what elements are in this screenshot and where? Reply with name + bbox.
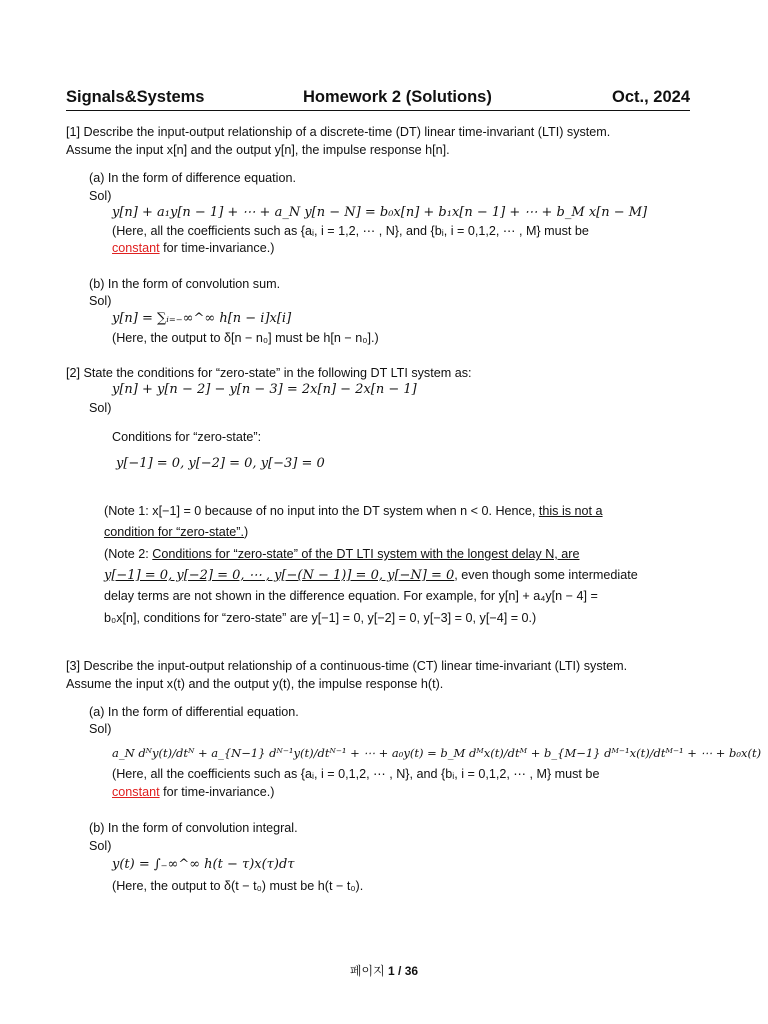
q3a-equation: a_N dᴺy(t)/dtᴺ + a_{N−1} dᴺ⁻¹y(t)/dtᴺ⁻¹ + ⋯ + a₀y(t) = b_M dᴹx(t)/dtᴹ + b_{M−1} dᴹ⁻¹x(t)/dtᴹ⁻¹ + ⋯ + b₀x(t) xyxy=(112,746,762,760)
q3-prompt-line1: [3] Describe the input-output relationship of a continuous-time (CT) linear time-invariant (LTI) system. xyxy=(66,659,628,673)
page-footer xyxy=(0,962,768,979)
q2-note2-line2 xyxy=(104,567,638,584)
page-current: 1 xyxy=(388,964,395,978)
q3-prompt-line2: Assume the input x(t) and the output y(t), the impulse response h(t). xyxy=(66,677,444,691)
header-rule xyxy=(66,110,690,111)
q3a-constant-highlight: constant xyxy=(112,785,160,799)
q2-note1-line2 xyxy=(104,524,248,540)
page-header xyxy=(66,88,690,110)
page-total: 36 xyxy=(404,964,419,978)
page-separator: / xyxy=(398,964,402,978)
q3a-title: (a) In the form of differential equation. xyxy=(89,705,299,719)
q3a-note-rest: for time-invariance.) xyxy=(159,785,275,799)
q2-note2-text: (Note 2: xyxy=(104,547,153,561)
q2-equation: y[n] + y[n − 2] − y[n − 3] = 2x[n] − 2x[n − 1] xyxy=(112,382,417,397)
page-label: 페이지 xyxy=(349,964,385,978)
q3a-note-line2 xyxy=(112,784,274,800)
q1b-equation: y[n] = ∑ᵢ₌₋∞^∞ h[n − i]x[i] xyxy=(112,311,292,326)
q1b-title: (b) In the form of convolution sum. xyxy=(89,277,281,291)
q1a-note-rest: for time-invariance.) xyxy=(159,241,275,255)
q3a-note-line1: (Here, all the coefficients such as {aᵢ, i = 0,1,2, ⋯ , N}, and {bᵢ, i = 0,1,2, ⋯ , M} must be xyxy=(112,767,600,781)
q2-note2-underline1: Conditions for “zero-state” of the DT LTI system with the longest delay N, are xyxy=(152,547,580,561)
q1b-note: (Here, the output to δ[n − n₀] must be h[n − n₀].) xyxy=(112,331,379,345)
q1a-title: (a) In the form of difference equation. xyxy=(89,171,296,185)
q1a-sol: Sol) xyxy=(89,189,112,203)
q3b-title: (b) In the form of convolution integral. xyxy=(89,821,298,835)
q2-note2-line1 xyxy=(104,546,580,562)
q2-note2-underline2: y[−1] = 0, y[−2] = 0, ⋯ , y[−(N − 1)] = 0, y[−N] = 0 xyxy=(104,568,455,583)
q2-prompt: [2] State the conditions for “zero-state” in the following DT LTI system as: xyxy=(66,366,472,380)
q2-note1-text: (Note 1: x[−1] = 0 because of no input into the DT system when n < 0. Hence, xyxy=(104,504,539,518)
q2-note1-underline1: this is not a xyxy=(538,504,603,518)
q1-prompt-line2: Assume the input x[n] and the output y[n], the impulse response h[n]. xyxy=(66,143,450,157)
q3b-note: (Here, the output to δ(t − t₀) must be h(t − t₀). xyxy=(112,879,364,893)
q3b-sol: Sol) xyxy=(89,839,112,853)
q2-note2-line4: b₀x[n], conditions for “zero-state” are y[−1] = 0, y[−2] = 0, y[−3] = 0, y[−4] = 0.) xyxy=(104,611,537,625)
q1b-sol: Sol) xyxy=(89,294,112,308)
q2-note2-rest: , even though some intermediate xyxy=(454,568,638,582)
q1-prompt-line1: [1] Describe the input-output relationship of a discrete-time (DT) linear time-invariant (LTI) system. xyxy=(66,125,611,139)
q2-note2-line3: delay terms are not shown in the difference equation. For example, for y[n] + a₄y[n − 4] = xyxy=(104,589,598,603)
q1a-equation: y[n] + a₁y[n − 1] + ⋯ + a_N y[n − N] = b₀x[n] + b₁x[n − 1] + ⋯ + b_M x[n − M] xyxy=(112,205,648,220)
q2-sol: Sol) xyxy=(89,401,112,415)
q2-note1-end: ) xyxy=(244,525,249,539)
course-title: Signals&Systems xyxy=(66,88,205,106)
q2-note1-underline2: condition for “zero-state”. xyxy=(104,525,244,539)
q3a-sol: Sol) xyxy=(89,722,112,736)
header-date: Oct., 2024 xyxy=(612,88,690,106)
q2-note1-line1 xyxy=(104,503,603,519)
q1a-note-line1: (Here, all the coefficients such as {aᵢ, i = 1,2, ⋯ , N}, and {bᵢ, i = 0,1,2, ⋯ , M} must be xyxy=(112,224,589,238)
homework-title: Homework 2 (Solutions) xyxy=(303,88,492,106)
q3b-equation: y(t) = ∫₋∞^∞ h(t − τ)x(τ)dτ xyxy=(112,857,295,872)
q2-conditions-equation: y[−1] = 0, y[−2] = 0, y[−3] = 0 xyxy=(116,456,325,471)
q1a-note-line2 xyxy=(112,240,274,256)
q1a-constant-highlight: constant xyxy=(112,241,160,255)
q2-conditions-title: Conditions for “zero-state”: xyxy=(112,430,262,444)
